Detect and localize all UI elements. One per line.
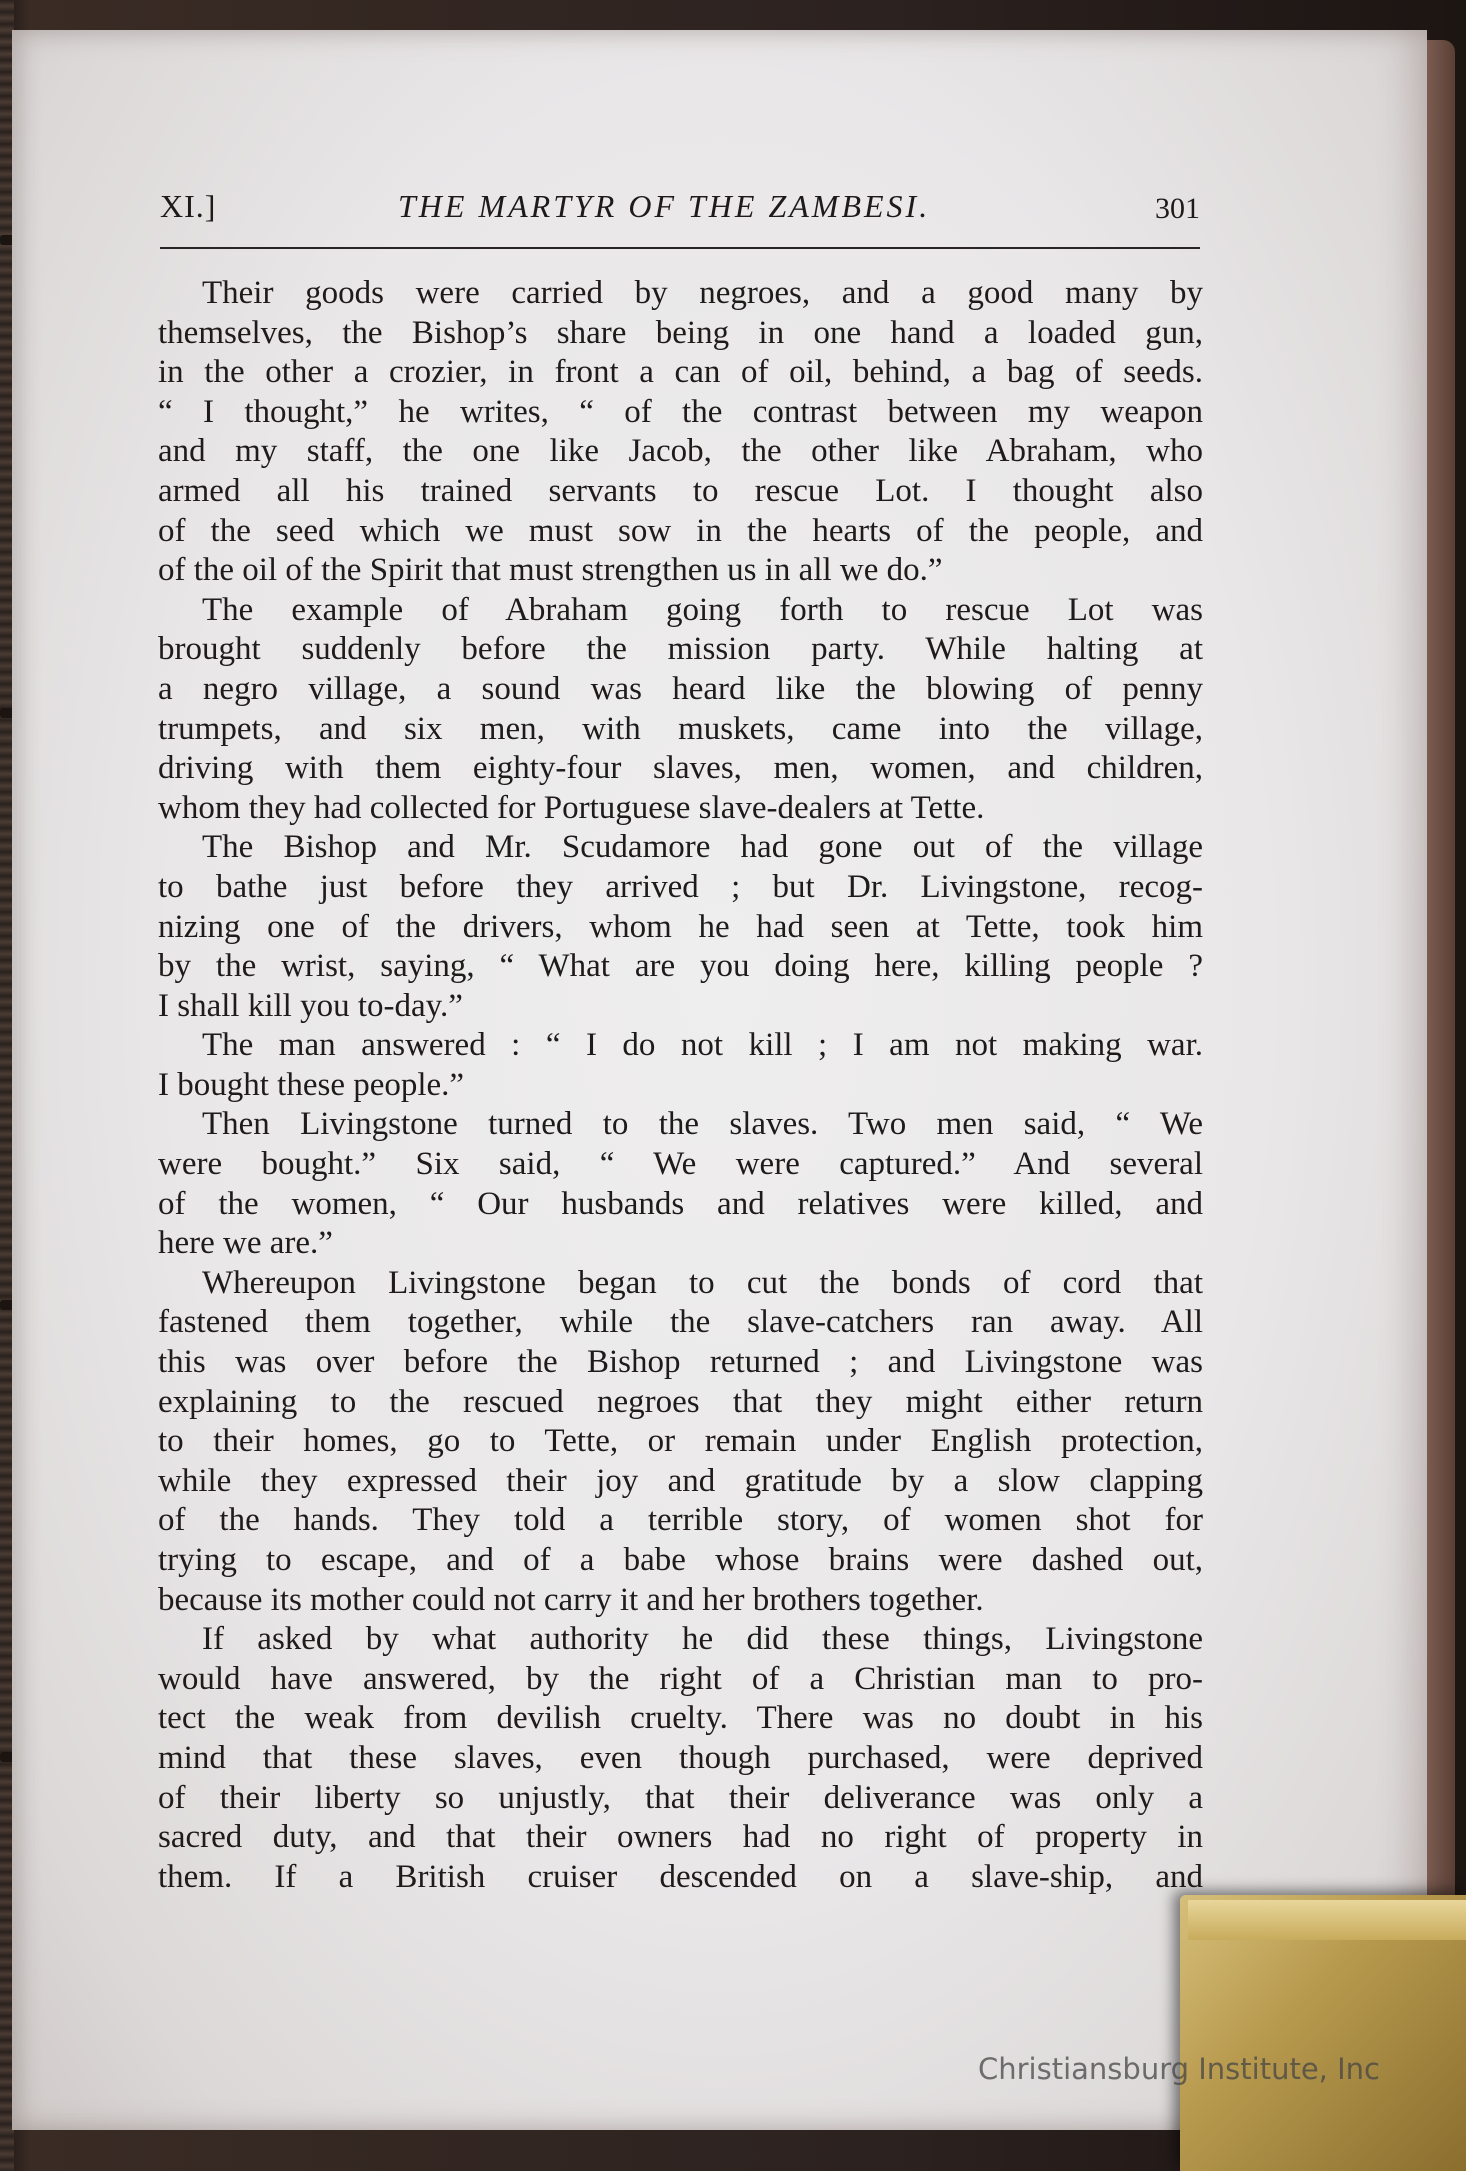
text-line: of their liberty so unjustly, that their deliverance was only a: [158, 1779, 1203, 1816]
text-line: of the oil of the Spirit that must strengthen us in all we do.”: [158, 552, 943, 589]
text-line: whom they had collected for Portuguese slave-dealers at Tette.: [158, 789, 985, 826]
text-line: a negro village, a sound was heard like the blowing of penny: [158, 670, 1203, 707]
text-line: here we are.”: [158, 1225, 333, 1262]
text-line: I shall kill you to-day.”: [158, 987, 463, 1024]
chapter-number: XI.]: [160, 188, 217, 224]
text-line: of the seed which we must sow in the hearts of the people, and: [158, 512, 1203, 549]
text-line: trying to escape, and of a babe whose brains were dashed out,: [158, 1542, 1203, 1578]
text-line: explaining to the rescued negroes that they might either return: [158, 1383, 1203, 1420]
text-line: them. If a British cruiser descended on a slave-ship, and: [158, 1858, 1203, 1895]
text-line: sacred duty, and that their owners had no right of property in: [158, 1819, 1203, 1856]
text-line: trumpets, and six men, with muskets, came into the village,: [158, 710, 1203, 747]
text-line: The example of Abraham going forth to rescue Lot was: [202, 591, 1203, 628]
paragraph: [158, 1264, 1203, 1620]
page-number: 301: [1155, 192, 1200, 225]
text-line: and my staff, the one like Jacob, the other like Abraham, who: [158, 433, 1203, 470]
text-line: mind that these slaves, even though purchased, were deprived: [158, 1739, 1203, 1776]
text-line: tect the weak from devilish cruelty. There was no doubt in his: [158, 1700, 1203, 1737]
text-line: would have answered, by the right of a Christian man to pro-: [158, 1660, 1203, 1697]
text-line: while they expressed their joy and gratitude by a slow clapping: [158, 1462, 1203, 1499]
text-line: The man answered : “ I do not kill ; I am not making war.: [202, 1027, 1203, 1064]
text-line: nizing one of the drivers, whom he had seen at Tette, took him: [158, 908, 1203, 945]
text-line: by the wrist, saying, “ What are you doing here, killing people ?: [158, 948, 1203, 985]
paragraph: [158, 1026, 1203, 1105]
text-line: Whereupon Livingstone began to cut the bonds of cord that: [202, 1264, 1203, 1301]
text-line: The Bishop and Mr. Scudamore had gone out of the village: [202, 829, 1203, 866]
header-rule: [160, 247, 1200, 249]
text-line: to bathe just before they arrived ; but Dr. Livingstone, recog-: [158, 868, 1203, 905]
text-line: fastened them together, while the slave-catchers ran away. All: [158, 1304, 1203, 1341]
text-line: driving with them eighty-four slaves, men, women, and children,: [158, 750, 1203, 787]
paragraph: [158, 1620, 1203, 1897]
running-title: THE MARTYR OF THE ZAMBESI.: [398, 188, 931, 224]
text-line: “ I thought,” he writes, “ of the contrast between my weapon: [158, 393, 1203, 430]
text-line: because its mother could not carry it and her brothers together.: [158, 1581, 984, 1618]
text-line: Their goods were carried by negroes, and a good many by: [202, 275, 1203, 311]
running-head: [160, 188, 1205, 228]
watermark: Christiansburg Institute, Inc: [978, 2052, 1380, 2086]
text-line: of the women, “ Our husbands and relatives were killed, and: [158, 1185, 1203, 1222]
paragraph: [158, 591, 1203, 829]
text-line: of the hands. They told a terrible story, of women shot for: [158, 1502, 1203, 1539]
text-line: this was over before the Bishop returned ; and Livingstone was: [158, 1344, 1203, 1381]
text-line: armed all his trained servants to rescue Lot. I thought also: [158, 472, 1203, 509]
text-line: I bought these people.”: [158, 1066, 465, 1103]
text-line: in the other a crozier, in front a can of oil, behind, a bag of seeds.: [158, 354, 1203, 391]
text-line: themselves, the Bishop’s share being in one hand a loaded gun,: [158, 314, 1203, 351]
text-line: brought suddenly before the mission party. While halting at: [158, 631, 1203, 668]
body-text: [158, 274, 1203, 1897]
paragraph: [158, 828, 1203, 1026]
text-line: to their homes, go to Tette, or remain under English protection,: [158, 1423, 1203, 1460]
paragraph: [158, 274, 1203, 591]
paragraph: [158, 1105, 1203, 1263]
page-weight-block-top: [1188, 1900, 1466, 1940]
text-line: were bought.” Six said, “ We were captured.” And several: [158, 1146, 1203, 1183]
text-line: Then Livingstone turned to the slaves. Two men said, “ We: [202, 1106, 1203, 1143]
text-line: If asked by what authority he did these things, Livingstone: [202, 1621, 1203, 1658]
